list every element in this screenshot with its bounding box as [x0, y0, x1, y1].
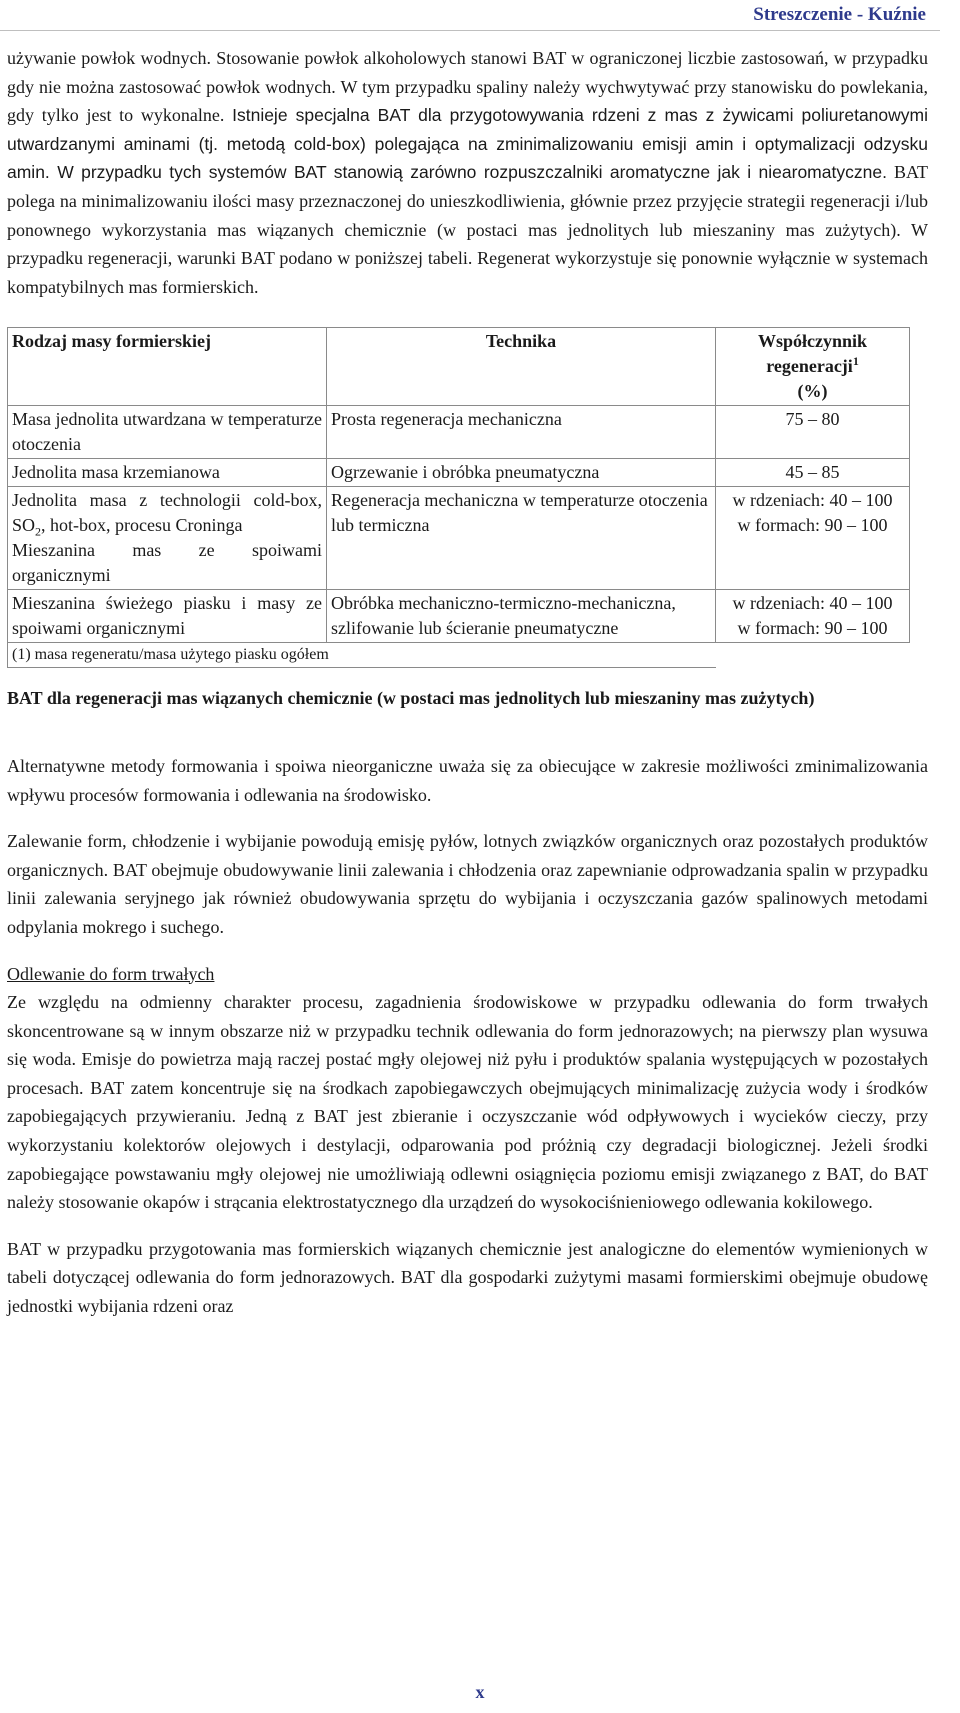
cell-rate: 75 – 80 — [716, 406, 910, 459]
intro-serif-text: używanie powłok wodnych. Stosowanie powłok alkoholowych stanowi BAT w ograniczonej liczbie zastosowań, w przypadku gdy nie można zastosować powłok wodnych. W tym przypadku spaliny należy wychwytywać przy stanowisku do powlekania, gdy tylko jest to wykonalne. — [7, 48, 928, 126]
cell-type-c: Mieszanina mas ze spoiwami organicznymi — [12, 540, 322, 586]
table-note-empty — [716, 643, 910, 668]
table-note: (1) masa regeneratu/masa użytego piasku ogółem — [8, 643, 716, 668]
spacer — [7, 942, 928, 960]
cell-rate-molds: w formach: 90 – 100 — [737, 618, 888, 639]
cell-rate — [716, 590, 910, 643]
cell-type-subscript: 2 — [35, 524, 42, 539]
cell-rate-molds: w formach: 90 – 100 — [737, 515, 888, 536]
cell-technique: Ogrzewanie i obróbka pneumatyczna — [327, 459, 716, 487]
header-sand-type: Rodzaj masy formierskiej — [8, 328, 327, 406]
page-header: Streszczenie - Kuźnie — [753, 4, 926, 25]
cell-type: Masa jednolita utwardzana w temperaturze otoczenia — [8, 406, 327, 459]
cell-type-a: Jednolita masa z technologii cold-box, SO — [12, 490, 322, 536]
header-rate-unit: (%) — [797, 381, 828, 402]
table-row — [8, 487, 910, 590]
paragraph-sand-preparation: BAT w przypadku przygotowania mas formierskich wiązanych chemicznie jest analogiczne do elementów wymienionych w tabeli dotyczącej odlewania do form jednorazowych. BAT dla gospodarki zużytymi masami formierskimi obejmuje obudowę jednostki wybijania rdzeni oraz — [7, 1238, 928, 1317]
intro-paragraph — [7, 44, 928, 301]
cell-type-b: , hot-box, procesu Croninga — [41, 515, 243, 536]
document-body — [7, 44, 928, 1321]
cell-type: Mieszanina świeżego piasku i masy ze spoiwami organicznymi — [8, 590, 327, 643]
cell-technique: Prosta regeneracja mechaniczna — [327, 406, 716, 459]
spacer — [7, 713, 928, 752]
cell-rate-cores: w rdzeniach: 40 – 100 — [732, 593, 893, 614]
cell-rate-cores: w rdzeniach: 40 – 100 — [732, 490, 893, 511]
regeneration-table — [7, 327, 910, 668]
table-note-row — [8, 643, 910, 668]
table-row — [8, 590, 910, 643]
spacer — [7, 809, 928, 827]
bat-heading: BAT dla regeneracji mas wiązanych chemicznie (w postaci mas jednolitych lub mieszaniny mas zużytych) — [7, 688, 815, 709]
spacer — [7, 1217, 928, 1235]
paragraph-permanent-moulds: Ze względu na odmienny charakter procesu, zagadnienia środowiskowe w przypadku odlewania do form trwałych skoncentrowane są w innym obszarze niż w przypadku technik odlewania do form jednorazowych; na pierwszy plan wysuwa się woda. Emisje do powietrza mają raczej postać mgły olejowej niż pyłu i produktów spalania występujących w pozostałych procesach. BAT zatem koncentruje się na środkach zapobiegawczych obejmujących minimalizację zużycia wody i środków zapobiegających przywieraniu. Jedną z BAT jest zbieranie i oczyszczanie wód odpływowych i wycieków cieczy, przy wykorzystaniu kolektorów olejowych i destylacji, odparowania pod próżnią czy degradacji biologicznej. Jeżeli środki zapobiegające powstawaniu mgły olejowej nie umożliwiają odlewni osiągnięcia poziomu emisji związanego z BAT, do BAT należy stosowanie okapów i strącania elektrostatycznego dla urządzeń do wysokociśnieniowego odlewania kokilowego. — [7, 992, 928, 1213]
intro-sans-text: Istnieje specjalna BAT dla przygotowywania rdzeni z mas z żywicami poliuretanowymi utwardzanymi aminami (tj. metodą cold-box) polegająca na zminimalizowaniu emisji amin i optymalizacji odzysku amin. W przypadku tych systemów BAT stanowią zarówno rozpuszczalniki aromatyczne jak i niearomatyczne. — [7, 105, 928, 183]
cell-technique: Obróbka mechaniczno-termiczno-mechaniczna, szlifowanie lub ścieranie pneumatyczne — [327, 590, 716, 643]
cell-technique: Regeneracja mechaniczna w temperaturze otoczenia lub termiczna — [327, 487, 716, 590]
cell-type: Jednolita masa krzemianowa — [8, 459, 327, 487]
cell-rate — [716, 487, 910, 590]
header-rule — [0, 30, 940, 31]
header-regeneration-rate — [716, 328, 910, 406]
header-rate-label: Współczynnik regeneracji — [757, 331, 868, 377]
table-header-row — [8, 328, 910, 406]
cell-type — [8, 487, 327, 590]
section-title: Odlewanie do form trwałych — [7, 963, 215, 984]
table-row — [8, 459, 910, 487]
paragraph-alternatives: Alternatywne metody formowania i spoiwa nieorganiczne uważa się za obiecujące w zakresie możliwości zminimalizowania wpływu procesów formowania i odlewania na środowisko. — [7, 755, 928, 805]
cell-rate: 45 – 85 — [716, 459, 910, 487]
table-row — [8, 406, 910, 459]
paragraph-pouring: Zalewanie form, chłodzenie i wybijanie powodują emisję pyłów, lotnych związków organicznych oraz pozostałych produktów organicznych. BAT obejmuje obudowywanie linii zalewania i chłodzenia oraz zapewnianie odprowadzania spalin w przypadku linii zalewania seryjnego jak również obudowywania sprzętu do wybijania i oczyszczania gazów spalinowych metodami odpylania mokrego i suchego. — [7, 831, 928, 937]
header-rate-footnote: 1 — [852, 354, 859, 369]
header-technique: Technika — [327, 328, 716, 406]
intro-serif-text-2: BAT polega na minimalizowaniu ilości masy przeznaczonej do unieszkodliwienia, głównie przez przyjęcie strategii regeneracji i/lub ponownego wykorzystania mas wiązanych chemicznie (w postaci mas jednolitych lub mieszaniny mas zużytych). W przypadku regeneracji, warunki BAT podano w poniższej tabeli. Regenerat wykorzystuje się ponownie wyłącznie w systemach kompatybilnych mas formierskich. — [7, 162, 928, 297]
page-number: x — [475, 1682, 485, 1702]
